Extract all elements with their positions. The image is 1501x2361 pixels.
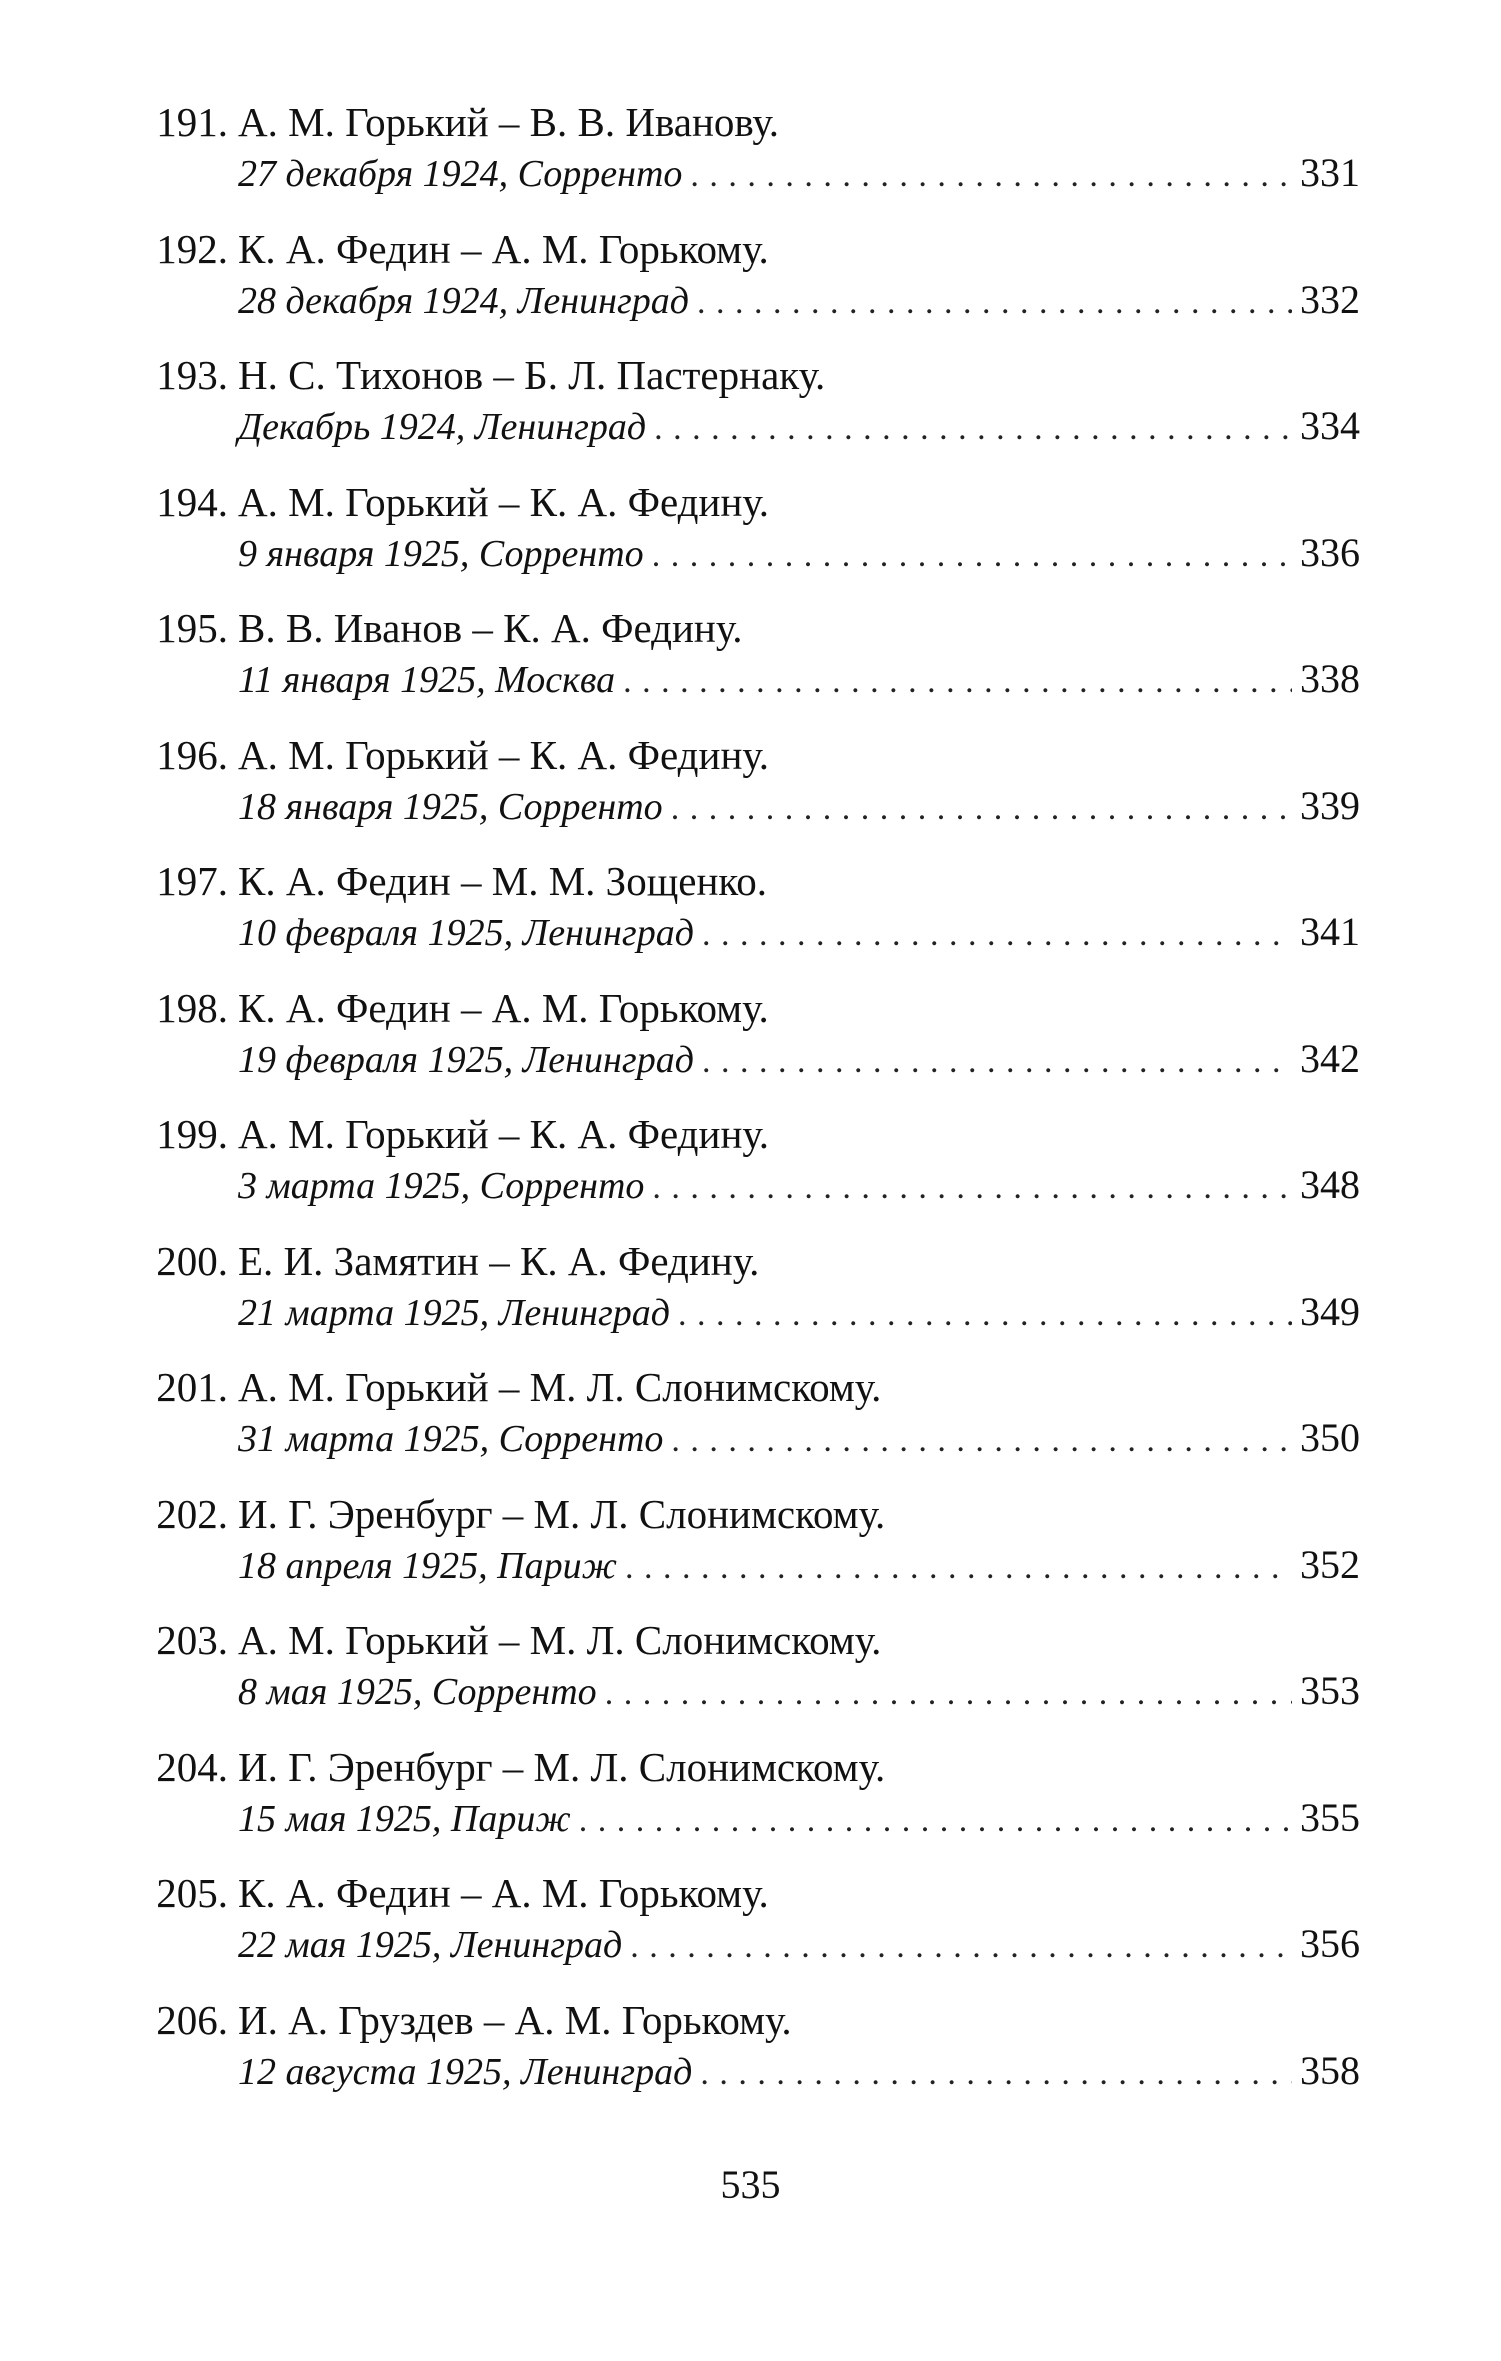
toc-entry-number: 191. — [156, 99, 228, 145]
toc-entry — [140, 476, 1360, 603]
toc-entry — [140, 1867, 1360, 1994]
toc-entry-title: И. А. Груздев – А. М. Горькому. — [238, 1996, 792, 2043]
dot-leader — [700, 2049, 1292, 2099]
toc-entry-title: А. М. Горький – М. Л. Слонимскому. — [238, 1617, 882, 1663]
toc-entry-date: 18 апреля 1925, Париж — [238, 1544, 617, 1587]
toc-entry-number: 197. — [156, 858, 228, 904]
toc-entry-heading — [140, 855, 1360, 907]
toc-entry — [140, 223, 1360, 350]
toc-entry-date: 9 января 1925, Сорренто — [238, 532, 644, 575]
toc-entry-title: А. М. Горький – В. В. Иванову. — [238, 99, 780, 145]
toc-entry-page: 331 — [1300, 150, 1360, 195]
toc-entry-page: 332 — [1300, 276, 1360, 322]
toc-entry-number: 205. — [156, 1870, 228, 1916]
toc-entry-page: 349 — [1300, 1288, 1360, 1334]
toc-entry-title: И. Г. Эренбург – М. Л. Слонимскому. — [238, 1743, 886, 1790]
toc-entry-heading — [140, 476, 1360, 528]
dot-leader — [623, 657, 1292, 707]
toc-entry-number: 203. — [156, 1617, 228, 1663]
toc-entry-page: 355 — [1300, 1794, 1360, 1840]
toc-entry — [140, 1994, 1360, 2121]
dot-leader — [678, 1290, 1292, 1340]
toc-entry-page: 334 — [1300, 403, 1360, 448]
toc-entry — [140, 96, 1360, 223]
toc-entry-number: 201. — [156, 1364, 228, 1410]
toc-entry — [140, 982, 1360, 1109]
toc-entry-heading — [140, 1235, 1360, 1287]
toc-entry-title: Н. С. Тихонов – Б. Л. Пастернаку. — [238, 352, 826, 398]
dot-leader — [702, 910, 1292, 960]
toc-entry-details — [238, 528, 1360, 581]
toc-entry-date: 10 февраля 1925, Ленинград — [238, 912, 694, 954]
toc-entry-details — [238, 1793, 1360, 1846]
dot-leader — [654, 404, 1292, 454]
toc-entry-date: 27 декабря 1924, Сорренто — [238, 153, 683, 195]
toc-entry-details — [238, 1287, 1360, 1340]
dot-leader — [630, 1922, 1292, 1972]
toc-entry-page: 353 — [1300, 1668, 1360, 1713]
toc-entry-heading — [140, 1614, 1360, 1666]
toc-entry-number: 200. — [156, 1237, 228, 1284]
toc-entry-heading — [140, 982, 1360, 1034]
toc-entry-heading — [140, 349, 1360, 401]
toc-entry-title: К. А. Федин – А. М. Горькому. — [238, 984, 769, 1031]
dot-leader — [690, 151, 1292, 201]
toc-entry — [140, 1741, 1360, 1868]
toc-entry-details — [238, 654, 1360, 707]
dot-leader — [652, 531, 1292, 581]
dot-leader — [702, 1037, 1292, 1087]
toc-entry-title: И. Г. Эренбург – М. Л. Слонимскому. — [238, 1490, 886, 1537]
toc-entry-details — [238, 1034, 1360, 1087]
toc-entry-heading — [140, 1994, 1360, 2046]
toc-entry-date: 22 мая 1925, Ленинград — [238, 1924, 623, 1966]
toc-entry-details — [238, 401, 1360, 454]
toc-entry-heading — [140, 1361, 1360, 1413]
toc-entry-title: А. М. Горький – М. Л. Слонимскому. — [238, 1364, 882, 1410]
toc-entry-title: А. М. Горький – К. А. Федину. — [238, 1111, 770, 1157]
toc-entry-date: 31 марта 1925, Сорренто — [238, 1418, 664, 1460]
toc-entry-details — [238, 148, 1360, 201]
toc-entry-date: 19 февраля 1925, Ленинград — [238, 1038, 694, 1081]
dot-leader — [579, 1796, 1292, 1846]
toc-entry-date: 8 мая 1925, Сорренто — [238, 1671, 597, 1713]
toc-entry — [140, 349, 1360, 476]
dot-leader — [652, 1163, 1292, 1213]
toc-entry-details — [238, 907, 1360, 960]
toc-entry-details — [238, 2046, 1360, 2099]
toc-entry-heading — [140, 729, 1360, 781]
toc-entry-details — [238, 1540, 1360, 1593]
toc-entry — [140, 1235, 1360, 1362]
dot-leader — [671, 784, 1292, 834]
toc-entry-date: Декабрь 1924, Ленинград — [238, 406, 647, 448]
toc-entry-title: В. В. Иванов – К. А. Федину. — [238, 605, 743, 651]
toc-entry-page: 350 — [1300, 1415, 1360, 1460]
dot-leader — [625, 1543, 1292, 1593]
toc-entry-heading — [140, 96, 1360, 148]
table-of-contents — [140, 96, 1360, 2120]
dot-leader — [697, 278, 1292, 328]
toc-entry — [140, 729, 1360, 856]
toc-entry-page: 341 — [1300, 909, 1360, 954]
toc-entry-date: 18 января 1925, Сорренто — [238, 785, 663, 828]
toc-entry-date: 28 декабря 1924, Ленинград — [238, 279, 690, 322]
toc-entry-page: 339 — [1300, 782, 1360, 828]
toc-entry-details — [238, 1919, 1360, 1972]
toc-entry-number: 198. — [156, 984, 228, 1031]
toc-entry — [140, 1108, 1360, 1235]
toc-entry-date: 15 мая 1925, Париж — [238, 1797, 571, 1840]
toc-entry-title: К. А. Федин – А. М. Горькому. — [238, 225, 769, 272]
toc-entry — [140, 602, 1360, 729]
toc-entry-page: 352 — [1300, 1541, 1360, 1587]
dot-leader — [671, 1416, 1292, 1466]
toc-entry — [140, 1488, 1360, 1615]
toc-entry — [140, 1361, 1360, 1488]
toc-entry-heading — [140, 1488, 1360, 1540]
toc-entry-title: Е. И. Замятин – К. А. Федину. — [238, 1237, 760, 1284]
toc-entry-title: А. М. Горький – К. А. Федину. — [238, 731, 770, 778]
toc-entry-heading — [140, 1741, 1360, 1793]
toc-entry-heading — [140, 1108, 1360, 1160]
toc-entry-number: 196. — [156, 731, 228, 778]
toc-entry-page: 342 — [1300, 1035, 1360, 1081]
toc-entry — [140, 855, 1360, 982]
toc-entry-number: 202. — [156, 1490, 228, 1537]
toc-entry-details — [238, 1666, 1360, 1719]
toc-entry-details — [238, 1413, 1360, 1466]
toc-entry-page: 348 — [1300, 1162, 1360, 1207]
dot-leader — [605, 1669, 1292, 1719]
toc-entry-number: 192. — [156, 225, 228, 272]
toc-entry-details — [238, 781, 1360, 834]
toc-entry-heading — [140, 1867, 1360, 1919]
toc-entry-title: К. А. Федин – А. М. Горькому. — [238, 1870, 769, 1916]
toc-entry-page: 356 — [1300, 1921, 1360, 1966]
toc-entry-date: 21 марта 1925, Ленинград — [238, 1291, 671, 1334]
toc-entry-heading — [140, 602, 1360, 654]
toc-entry-page: 336 — [1300, 529, 1360, 575]
toc-entry-number: 204. — [156, 1743, 228, 1790]
toc-entry-details — [238, 1160, 1360, 1213]
toc-entry-title: К. А. Федин – М. М. Зощенко. — [238, 858, 767, 904]
toc-entry-number: 195. — [156, 605, 228, 651]
toc-entry-title: А. М. Горький – К. А. Федину. — [238, 478, 770, 525]
toc-entry-date: 12 августа 1925, Ленинград — [238, 2050, 693, 2093]
toc-entry-date: 3 марта 1925, Сорренто — [238, 1165, 645, 1207]
toc-entry — [140, 1614, 1360, 1741]
toc-entry-number: 199. — [156, 1111, 228, 1157]
toc-entry-number: 194. — [156, 478, 228, 525]
toc-entry-number: 206. — [156, 1996, 228, 2043]
toc-entry-page: 338 — [1300, 656, 1360, 701]
toc-entry-details — [238, 275, 1360, 328]
toc-entry-number: 193. — [156, 352, 228, 398]
toc-entry-heading — [140, 223, 1360, 275]
toc-entry-page: 358 — [1300, 2047, 1360, 2093]
toc-entry-date: 11 января 1925, Москва — [238, 659, 616, 701]
page-number: 535 — [720, 2162, 781, 2207]
